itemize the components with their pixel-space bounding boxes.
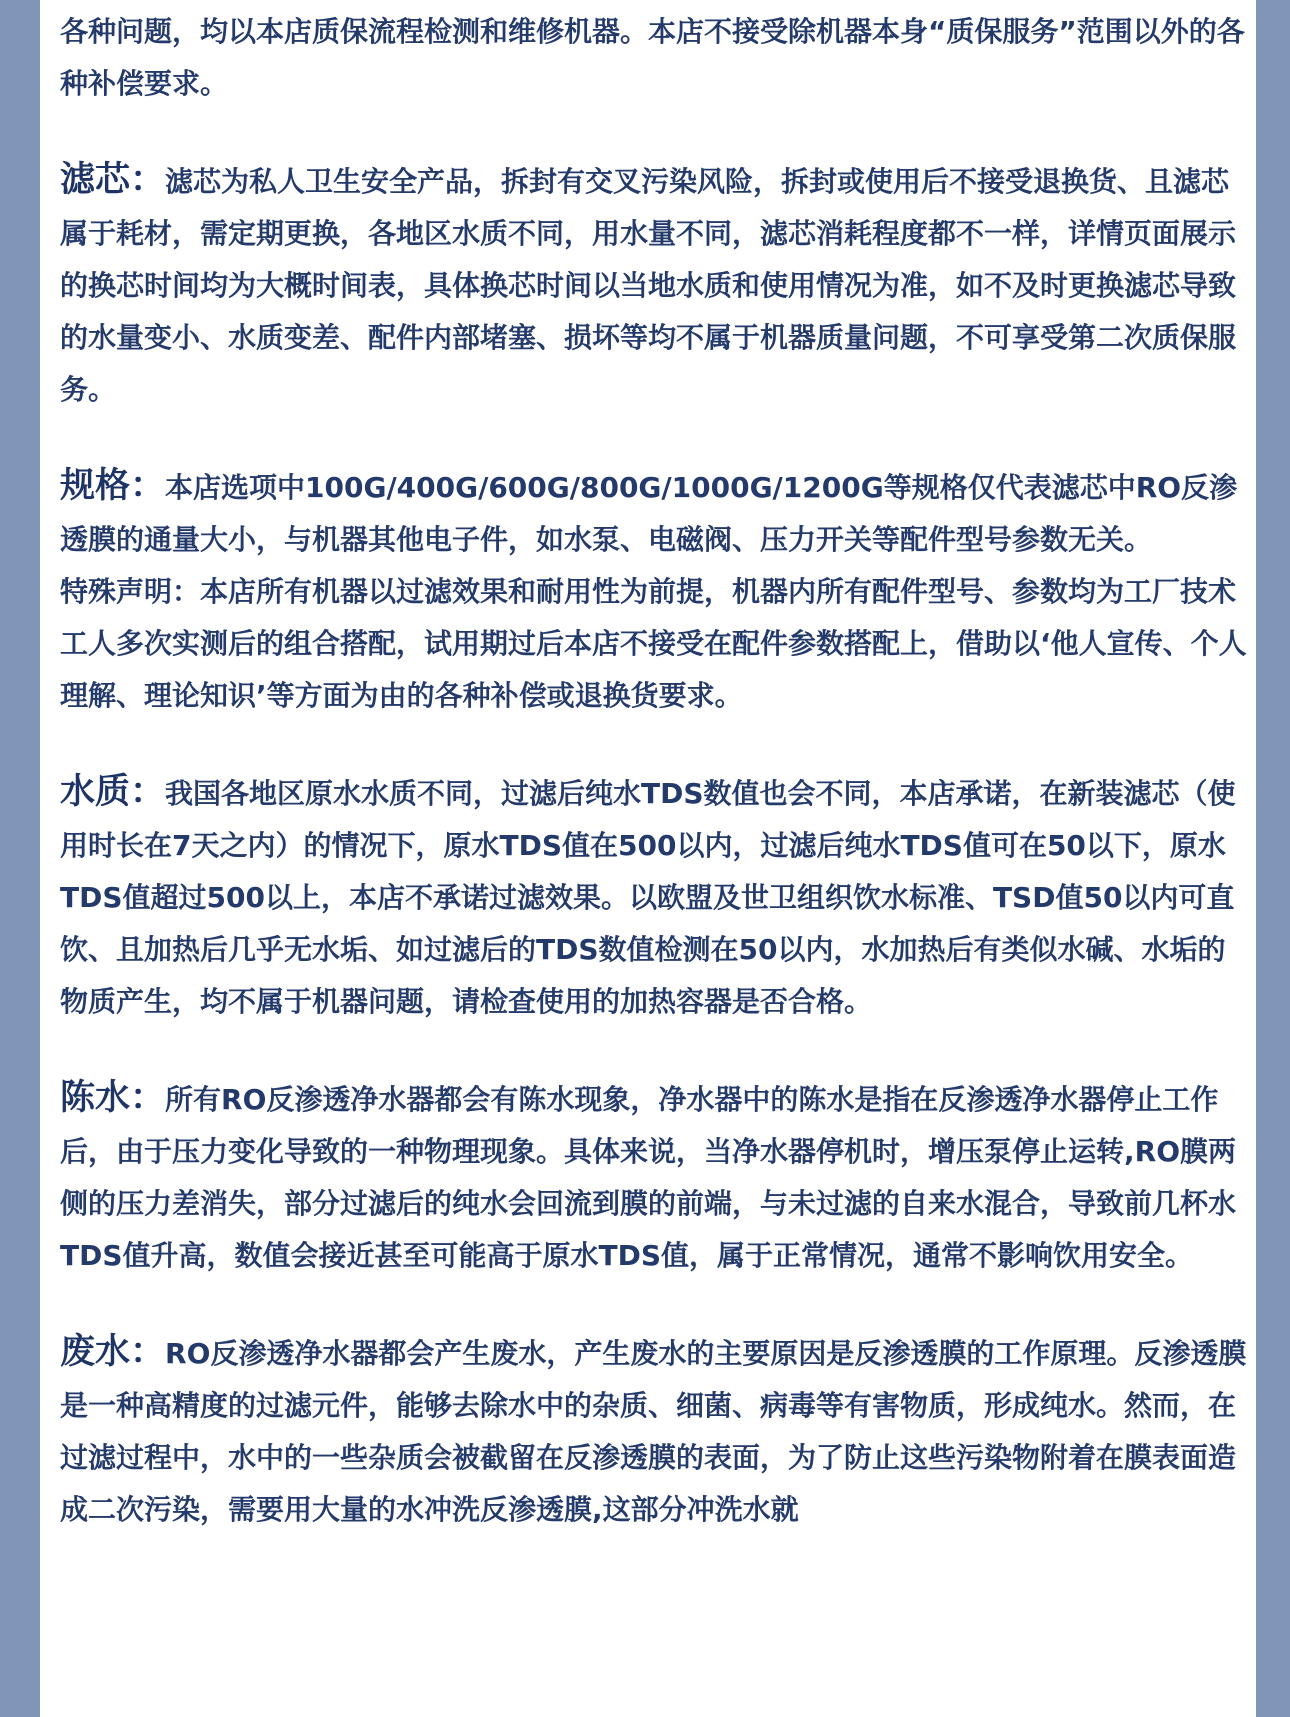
section-paragraph [60,766,1250,1028]
section-title: 滤芯： [60,160,166,200]
intro-paragraph: 各种问题，均以本店质保流程检测和维修机器。本店不接受除机器本身“质保服务”范围以外的各种补偿要求。 [60,15,1245,100]
section-title: 陈水： [60,1078,166,1118]
section-body: RO反渗透净水器都会产生废水，产生废水的主要原因是反渗透膜的工作原理。反渗透膜是一种高精度的过滤元件，能够去除水中的杂质、细菌、病毒等有害物质，形成纯水。然而，在过滤过程中，水中的一些杂质会被截留在反渗透膜的表面，为了防止这些污染物附着在膜表面造成二次污染，需要用大量的水冲洗反渗透膜,这部分冲洗水就 [60,1337,1247,1526]
document-page [40,0,1256,1717]
section-body: 滤芯为私人卫生安全产品，拆封有交叉污染风险，拆封或使用后不接受退换货、且滤芯属于耗材，需定期更换，各地区水质不同，用水量不同，滤芯消耗程度都不一样，详情页面展示的换芯时间均为大概时间表，具体换芯时间以当地水质和使用情况为准，如不及时更换滤芯导致的水量变小、水质变差、配件内部堵塞、损坏等均不属于机器质量问题，不可享受第二次质保服务。 [60,165,1237,406]
section-title: 废水： [60,1332,166,1372]
section-paragraph [60,154,1250,416]
section-paragraph [60,1072,1250,1282]
document-content [60,6,1250,1536]
section-waste-water [60,1326,1250,1536]
section-stale-water [60,1072,1250,1282]
section-title: 水质： [60,772,166,812]
special-statement: 特殊声明：本店所有机器以过滤效果和耐用性为前提，机器内所有配件型号、参数均为工厂技术工人多次实测后的组合搭配，试用期过后本店不接受在配件参数搭配上，借助以‘他人宣传、个人理解、理论知识’等方面为由的各种补偿或退换货要求。 [60,575,1247,712]
section-paragraph [60,1326,1250,1536]
section-body: 所有RO反渗透净水器都会有陈水现象，净水器中的陈水是指在反渗透净水器停止工作后，由于压力变化导致的一种物理现象。具体来说，当净水器停机时，增压泵停止运转,RO膜两侧的压力差消失，部分过滤后的纯水会回流到膜的前端，与未过滤的自来水混合，导致前几杯水TDS值升高，数值会接近甚至可能高于原水TDS值，属于正常情况，通常不影响饮用安全。 [60,1083,1237,1272]
section-body: 我国各地区原水水质不同，过滤后纯水TDS数值也会不同，本店承诺，在新装滤芯（使用时长在7天之内）的情况下，原水TDS值在500以内，过滤后纯水TDS值可在50以下，原水TDS值超过500以上，本店不承诺过滤效果。以欧盟及世卫组织饮水标准、TSD值50以内可直饮、且加热后几乎无水垢、如过滤后的TDS数值检测在50以内，水加热后有类似水碱、水垢的物质产生，均不属于机器问题，请检查使用的加热容器是否合格。 [60,777,1236,1018]
section-paragraph [60,460,1250,566]
section-filter [60,154,1250,416]
section-body: 本店选项中100G/400G/600G/800G/1000G/1200G等规格仅代表滤芯中RO反渗透膜的通量大小，与机器其他电子件，如水泵、电磁阀、压力开关等配件型号参数无关。 [60,471,1238,556]
section-spec [60,460,1250,722]
section-title: 规格： [60,466,166,506]
section-water-quality [60,766,1250,1028]
